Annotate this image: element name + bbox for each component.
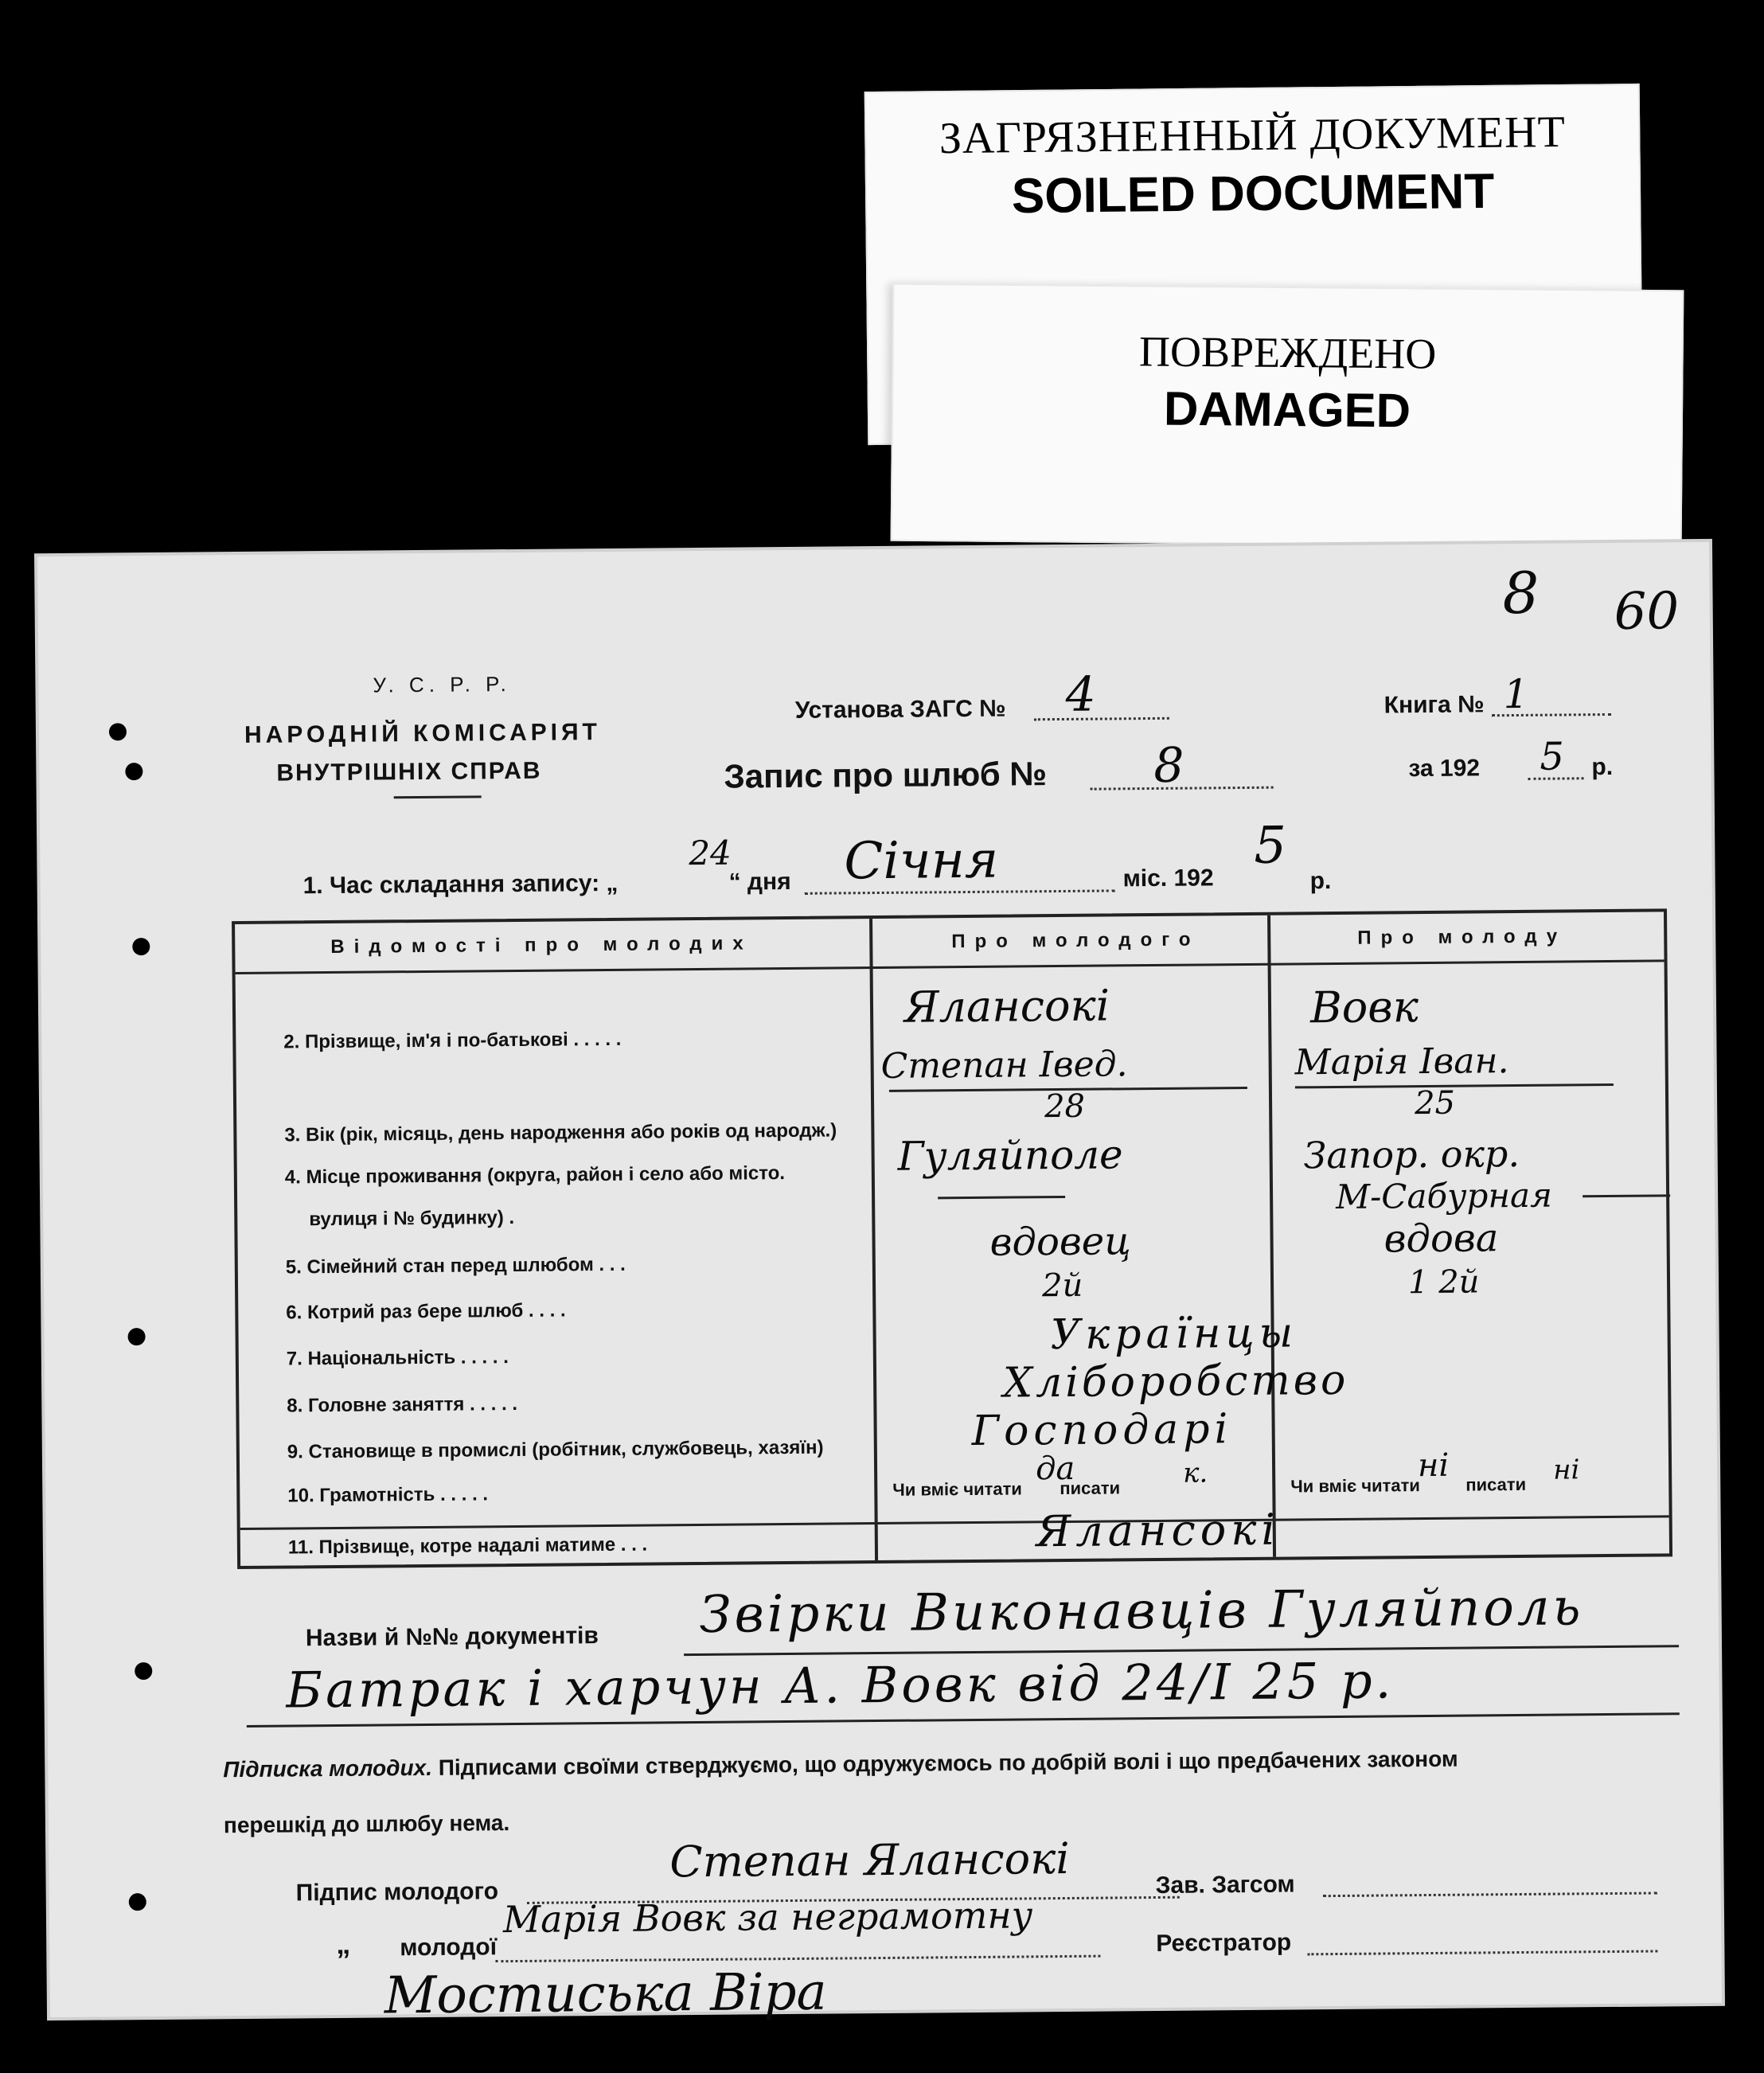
bride-signature-line	[495, 1955, 1100, 1963]
corner-number-2: 60	[1614, 582, 1680, 642]
row-label-residence: 4. Місце проживання (округа, район і село або місто.	[284, 1162, 786, 1189]
groom-marital-status: вдовец	[989, 1219, 1131, 1265]
table-header-info: Відомості про молодих	[330, 932, 753, 958]
bride-street-dash	[1583, 1194, 1670, 1197]
bride-residence: Запор. окр.	[1303, 1131, 1520, 1177]
nationality: Українцы	[1050, 1309, 1298, 1360]
commissariat-line-2: ВНУТРІШНІХ СПРАВ	[276, 757, 542, 787]
groom-street-dash	[938, 1196, 1065, 1199]
book-label: Книга №	[1383, 691, 1485, 719]
declaration-text-1: Підписами своїми стверджуємо, що одружуємось по добрій волі і що предбачених законом	[431, 1746, 1458, 1780]
table-header-divider	[236, 959, 1664, 974]
row-label-status: 9. Становище в промислі (робітник, службовець, хазяїн)	[287, 1436, 824, 1463]
office-line	[1034, 717, 1169, 720]
bride-write-label: писати	[1465, 1474, 1527, 1495]
binder-hole	[109, 723, 127, 740]
damaged-label-en: DAMAGED	[1163, 381, 1411, 438]
row-label-nationality: 7. Національність . . . . .	[286, 1346, 509, 1370]
record-time-label: 1. Час складання запису: „	[302, 869, 619, 900]
table-header-bride: Про молоду	[1357, 925, 1567, 949]
row-label-times-married: 6. Котрий раз бере шлюб . . . .	[286, 1299, 566, 1324]
declaration-title: Підписка молодих.	[223, 1755, 433, 1782]
bride-signature: Марія Вовк за неграмотну	[502, 1893, 1033, 1942]
row-label-future-surname: 11. Прізвище, котре надалі матиме . . .	[287, 1533, 648, 1559]
bride-can-read: ні	[1417, 1446, 1450, 1485]
record-day-suffix: “ дня	[728, 868, 791, 896]
binder-hole	[127, 1328, 145, 1345]
ussr-label: У. С. Р. Р.	[373, 672, 511, 697]
groom-residence: Гуляйполе	[897, 1131, 1123, 1180]
bride-can-write: ні	[1552, 1454, 1580, 1486]
table-column-divider	[1267, 915, 1276, 1557]
bride-times-married: 1 2й	[1407, 1263, 1480, 1302]
damaged-label-ru: ПОВРЕЖДЕНО	[1138, 327, 1437, 378]
head-signature-line	[1323, 1892, 1657, 1898]
table-header-groom: Про молодого	[951, 928, 1200, 953]
row-label-literacy: 10. Грамотність . . . . .	[287, 1483, 489, 1507]
bride-signature-quote: „	[336, 1927, 351, 1960]
office-label: Установа ЗАГС №	[794, 695, 1006, 724]
bride-surname: Вовк	[1309, 982, 1419, 1033]
bride-given-name: Марія Іван.	[1294, 1040, 1509, 1083]
commissariat-line-1: НАРОДНІЙ КОМІСАРІЯТ	[244, 719, 602, 748]
soiled-label-en: SOILED DOCUMENT	[1011, 163, 1495, 224]
record-year-digit: 5	[1253, 816, 1287, 876]
occupation: Хліборобство	[1002, 1356, 1349, 1407]
record-number: 8	[1153, 737, 1184, 794]
record-year-suffix: р.	[1309, 868, 1332, 895]
table-column-divider	[869, 919, 878, 1560]
office-number: 4	[1065, 666, 1097, 723]
future-surname: Ялансокі	[1036, 1504, 1281, 1557]
header-divider	[394, 795, 482, 798]
groom-can-read: да	[1035, 1450, 1075, 1488]
details-table	[232, 908, 1672, 1569]
groom-surname: Ялансокі	[903, 980, 1110, 1033]
row-label-street: вулиця і № будинку) .	[309, 1207, 515, 1231]
corner-number-1: 8	[1502, 559, 1540, 627]
declaration-text-2: перешкід до шлюбу нема.	[223, 1810, 510, 1838]
groom-signature: Степан Ялансокі	[669, 1833, 1070, 1888]
bride-read-label: Чи вміє читати	[1290, 1475, 1420, 1497]
soiled-label-ru: ЗАГРЯЗНЕННЫЙ ДОКУМЕНТ	[939, 107, 1567, 164]
industry-status: Господарі	[971, 1405, 1233, 1455]
year-suffix: р.	[1591, 753, 1614, 781]
groom-given-name: Степан Івед.	[880, 1044, 1128, 1087]
bride-signature-label: молодої	[400, 1934, 498, 1962]
binder-hole	[129, 1893, 146, 1911]
head-label: Зав. Загсом	[1155, 1871, 1295, 1899]
groom-read-label: Чи вміє читати	[892, 1478, 1022, 1500]
declaration	[223, 1747, 1458, 1783]
marriage-record-sheet	[37, 542, 1722, 2026]
row-label-occupation: 8. Головне заняття . . . . .	[287, 1392, 518, 1417]
groom-write-label: писати	[1060, 1478, 1121, 1499]
row-label-name: 2. Прізвище, ім'я і по-батькові . . . . .	[283, 1028, 622, 1053]
documents-line-1: Звірки Виконавців Гуляйполь	[699, 1578, 1584, 1645]
bride-age: 25	[1414, 1084, 1456, 1122]
row-label-age: 3. Вік (рік, місяць, день народження або років од народж.)	[284, 1119, 837, 1146]
registrar-signature-line	[1307, 1950, 1657, 1956]
binder-hole	[132, 938, 150, 955]
record-day: 24	[689, 833, 732, 873]
groom-age: 28	[1044, 1087, 1086, 1126]
documents-label: Назви й №№ документів	[305, 1622, 599, 1652]
year-prefix: за 192	[1408, 755, 1481, 783]
groom-signature-label: Підпис молодого	[295, 1878, 499, 1907]
extra-signature: Мостиська Віра	[384, 1962, 827, 2026]
table-row-divider	[240, 1515, 1669, 1530]
binder-hole	[125, 763, 142, 780]
groom-can-write: к.	[1182, 1457, 1208, 1489]
record-title: Запис про шлюб №	[724, 755, 1048, 795]
book-number: 1	[1503, 670, 1529, 718]
record-month-label: міс. 192	[1122, 865, 1214, 892]
bride-marital-status: вдова	[1383, 1216, 1499, 1262]
row-label-marital: 5. Сімейний стан перед шлюбом . . .	[285, 1253, 626, 1279]
documents-line-2: Батрак і харчун А. Вовк від 24/І 25 р.	[286, 1651, 1395, 1720]
damaged-label	[891, 283, 1684, 549]
bride-street: М-Сабурная	[1335, 1175, 1553, 1216]
record-month: Січня	[844, 830, 999, 892]
binder-hole	[135, 1662, 152, 1680]
groom-times-married: 2й	[1041, 1267, 1083, 1305]
registrar-label: Реєстратор	[1156, 1929, 1292, 1958]
year-digit: 5	[1540, 734, 1565, 779]
